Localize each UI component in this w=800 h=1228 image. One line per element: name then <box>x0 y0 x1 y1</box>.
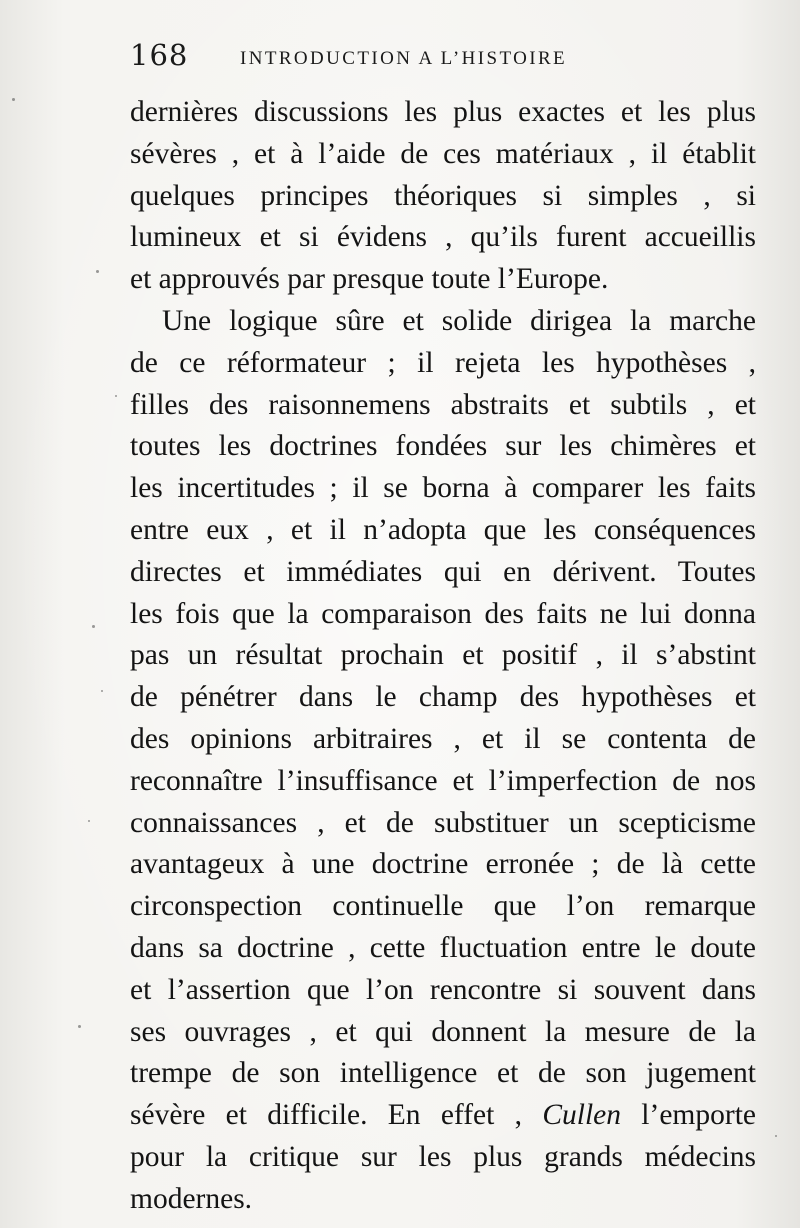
text-line: modernes. <box>130 1182 253 1215</box>
page-number: 168 <box>130 38 189 72</box>
text-line: connaissances , et de substituer un scepticisme <box>130 806 756 839</box>
text-line: trempe de son intelligence et de son jugement <box>130 1057 756 1090</box>
text-line: Une logique sûre et solide dirigea la marche <box>162 304 756 337</box>
text-line: et approuvés par presque toute l’Europe. <box>130 263 609 296</box>
page-header <box>130 38 760 88</box>
text-line: lumineux et si évidens , qu’ils furent accueillis <box>130 221 756 254</box>
running-head: INTRODUCTION A L’HISTOIRE <box>240 48 568 69</box>
text-line: quelques principes théoriques si simples , si <box>130 179 756 212</box>
text-line: dans sa doctrine , cette fluctuation entre le doute <box>130 931 756 964</box>
line-text-after: l’emporte <box>621 1099 756 1132</box>
text-line: entre eux , et il n’adopta que les conséquences <box>130 513 756 546</box>
text-line: pour la critique sur les plus grands médecins <box>130 1140 756 1173</box>
text-line: avantageux à une doctrine erronée ; de là cette <box>130 848 756 881</box>
text-line: et l’assertion que l’on rencontre si souvent dans <box>130 973 756 1006</box>
body-text <box>130 92 756 1221</box>
text-line: filles des raisonnemens abstraits et subtils , et <box>130 388 756 421</box>
text-line: directes et immédiates qui en dérivent. Toutes <box>130 555 756 588</box>
text-line: les fois que la comparaison des faits ne lui donna <box>130 597 756 630</box>
text-line: de pénétrer dans le champ des hypothèses et <box>130 681 756 714</box>
line-text-before: sévère et difficile. En effet , <box>130 1099 543 1132</box>
text-line: ses ouvrages , et qui donnent la mesure de la <box>130 1015 756 1048</box>
text-line: circonspection continuelle que l’on remarque <box>130 890 756 923</box>
text-line: de ce réformateur ; il rejeta les hypothèses , <box>130 346 756 379</box>
italic-name-cullen: Cullen <box>542 1099 621 1132</box>
text-line: dernières discussions les plus exactes et les plus <box>130 96 756 128</box>
text-line: toutes les doctrines fondées sur les chimères et <box>130 430 756 463</box>
text-line: des opinions arbitraires , et il se contenta de <box>130 722 756 755</box>
text-line-with-italic <box>130 1095 756 1137</box>
text-line: sévères , et à l’aide de ces matériaux , il établit <box>130 137 756 170</box>
text-line: reconnaître l’insuffisance et l’imperfection de nos <box>130 764 756 797</box>
text-line: pas un résultat prochain et positif , il s’abstint <box>130 639 756 672</box>
text-line: les incertitudes ; il se borna à comparer les faits <box>130 472 756 505</box>
